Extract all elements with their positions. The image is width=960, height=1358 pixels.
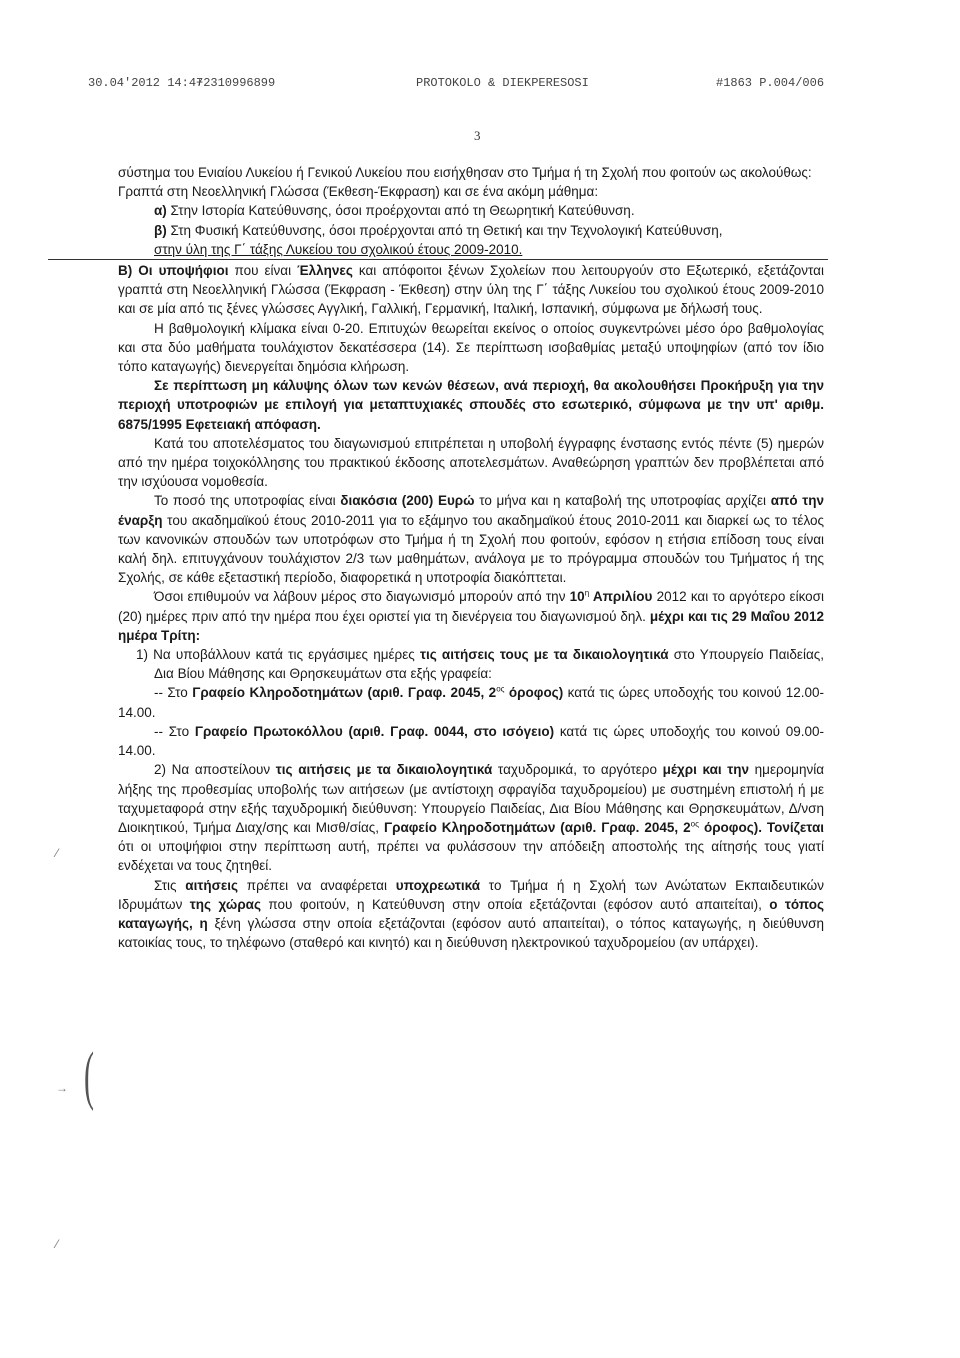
page-number: 3 (474, 128, 481, 143)
paragraph: Σε περίπτωση μη κάλυψης όλων των κενών θέσεων, ανά περιοχή, θα ακολουθήσει Προκήρυξη για την περιοχή υποτροφιών με επιλογή για μεταπτυχιακές σπουδές στο εσωτερικό, σύμφωνα με την υπ' αριθμ. 6875/1995 Εφετειακή απόφαση. (118, 378, 824, 432)
handwritten-bracket: ( (84, 1039, 94, 1113)
list-item-a: α) Στην Ιστορία Κατεύθυνσης, όσοι προέρχονται από τη Θεωρητική Κατεύθυνση. (154, 203, 635, 219)
paragraph: Κατά του αποτελέσματος του διαγωνισμού επιτρέπεται η υποβολή έγγραφης ένστασης εντός πέντε (5) ημερών από την ημέρα τοιχοκόλλησης του πρακτικού έκδοσης αποτελεσμάτων. Αναθεώρηση γραπτών δεν προβλέπεται από την ισχύουσα νομοθεσία. (118, 435, 824, 490)
paragraph: στην ύλη της Γ΄ τάξης Λυκείου του σχολικού έτους 2009-2010. (154, 241, 523, 257)
list-item-b: β) Στη Φυσική Κατεύθυνσης, όσοι προέρχονται από τη Θετική και την Τεχνολογική Κατεύθυνση, (154, 222, 723, 238)
divider (48, 259, 828, 260)
list-item: 1) Να υποβάλλουν κατά τις εργάσιμες ημέρες τις αιτήσεις τους με τα δικαιολογητικά στο Υπουργείο Παιδείας, Δια Βίου Μάθησης και Θρησκευμάτων στα εξής γραφεία: (136, 647, 825, 682)
paragraph: Γραπτά στη Νεοελληνική Γλώσσα (Έκθεση-Έκφραση) και σε ένα ακόμη μάθημα: (118, 184, 599, 200)
margin-arrow-mark: → (56, 1081, 68, 1095)
fax-page-info: #1863 P.004/006 (716, 76, 825, 90)
fax-phone: +2310996899 (196, 76, 276, 90)
paragraph: Το ποσό της υποτροφίας είναι διακόσια (200) Ευρώ το μήνα και η καταβολή της υποτροφίας αρχίζει από την έναρξη του ακαδημαϊκού έτους 2010-2011 για το εξάμηνο του ακαδημαϊκού έτους 2010-2011 και διαρκεί ως το τέλος των κανονικών σπουδών των υποτρόφων στο Τμήμα ή τη Σχολή που φοιτούν, εφόσον η ετήσια επίδοση τους είναι καλή δηλ. επιτυγχάνουν τουλάχιστον 2/3 των μαθημάτων, ανάλογα με το πρόγραμμα σπουδών του Τμήματος ή της Σχολής, σε κάθε εξεταστική περίοδο, διαφορετικά η υποτροφία διακόπτεται. (118, 493, 824, 586)
margin-tick-mark: ⁄ (56, 846, 59, 860)
paragraph: Όσοι επιθυμούν να λάβουν μέρος στο διαγωνισμό μπορούν από την $10^\eta$ Απριλίου 2012 και το αργότερο είκοσι (20) ημέρες πριν από την ημέρα που έχει οριστεί για τη διενέργεια του διαγωνισμού δηλ. μέχρι και τις 29 Μαΐου 2012 ημέρα Τρίτη: (118, 588, 824, 643)
list-item: -- Στο Γραφείο Πρωτοκόλλου (αριθ. Γραφ. 0044, στο ισόγειο) κατά τις ώρες υποδοχής του κοινού 09.00-14.00. (118, 723, 824, 759)
fax-date-time: 30.04'2012 14:47 (88, 76, 204, 90)
list-item: 2) Να αποστείλουν τις αιτήσεις με τα δικαιολογητικά ταχυδρομικά, το αργότερο μέχρι και την ημερομηνία λήξης της προθεσμίας υποβολής των αιτήσεων (με αντίστοιχη σφραγίδα ταχυδρομείου) με συστημένη επιστολή ή με ταχυμεταφορά στην εξής ταχυδρομική διεύθυνση: Υπουργείο Παιδείας, Δια Βίου Μάθησης και Θρησκευμάτων, Δ/νση Διοικητικού, Τμήμα Διαχ/σης και Μισθ/σίας, Γραφείο Κληροδοτημάτων (αριθ. Γραφ. 2045, $2^{o\varsigma}$ όροφος). Τονίζεται ότι οι υποψήφιοι στην περίπτωση αυτή, πρέπει να φυλάσσουν την απόδειξη αποστολής της αίτησής τους γιατί ενδέχεται να τους ζητηθεί. (118, 762, 825, 874)
margin-tick-mark: ⁄ (56, 1237, 59, 1251)
paragraph: Η βαθμολογική κλίμακα είναι 0-20. Επιτυχών θεωρείται εκείνος ο οποίος συγκεντρώνει μέσο όρο βαθμολογίας και στα δύο μαθήματα τουλάχιστον δεκατέσσερα (14). Σε περίπτωση ισοβαθμίας μεταξύ υποψηφίων (από τον ίδιο τόπο καταγωγής) διενεργείται δημόσια κλήρωση. (118, 320, 824, 375)
list-item: -- Στο Γραφείο Κληροδοτημάτων (αριθ. Γραφ. 2045, $2^{o\varsigma}$ όροφος) κατά τις ώρες υποδοχής του κοινού 12.00-14.00. (118, 684, 824, 720)
paragraph: σύστημα του Ενιαίου Λυκείου ή Γενικού Λυκείου που εισήχθησαν στο Τμήμα ή τη Σχολή που φοιτούν ως ακολούθως: (118, 165, 812, 180)
paragraph: Β) Οι υποψήφιοι που είναι Έλληνες και απόφοιτοι ξένων Σχολείων που λειτουργούν στο Εξωτερικό, εξετάζονται γραπτά στη Νεοελληνική Γλώσσα (Έκφραση - Έκθεση) στην ύλη της Γ΄ τάξης Λυκείου του σχολικού έτους 2009-2010 και σε μία από τις ξένες γλώσσες Αγγλική, Γαλλική, Γερμανική, Ιταλική, Ισπανική, σύμφωνα με δήλωσή τους. (118, 263, 824, 317)
fax-destination: PROTOKOLO & DIEKPERESOSI (416, 76, 589, 90)
document-body (118, 163, 824, 952)
paragraph: Στις αιτήσεις πρέπει να αναφέρεται υποχρεωτικά το Τμήμα ή η Σχολή των Ανώτατων Εκπαιδευτικών Ιδρυμάτων της χώρας που φοιτούν, η Κατεύθυνση στην οποία εξετάζονται (εφόσον αυτό απαιτείται), ο τόπος καταγωγής, η ξένη γλώσσα στην οποία εξετάζονται (εφόσον αυτό απαιτείται), ο τόπος καταγωγής, η διεύθυνση κατοικίας τους, το τηλέφωνο (σταθερό και κινητό) και η διεύθυνση ηλεκτρονικού ταχυδρομείου (αν υπάρχει). (118, 877, 825, 951)
